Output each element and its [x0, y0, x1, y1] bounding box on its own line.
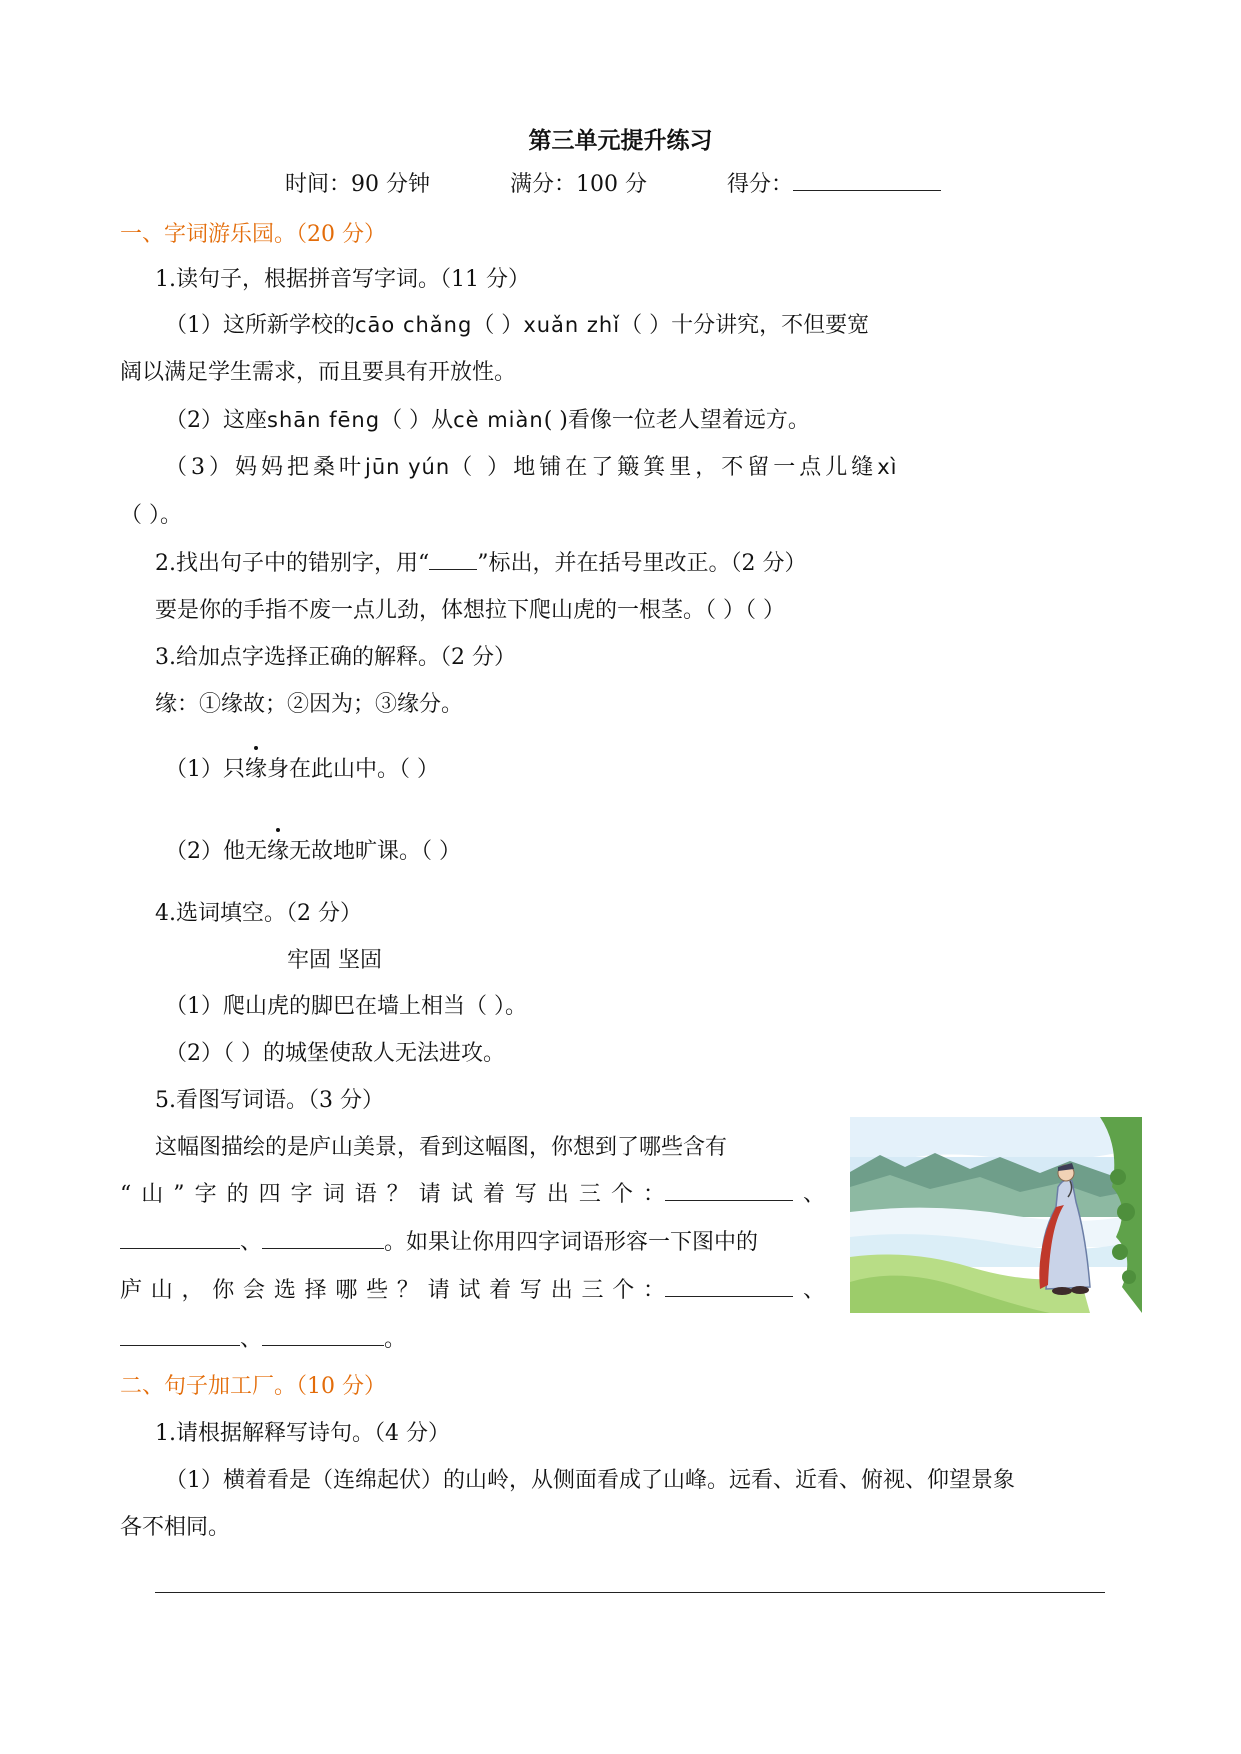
answer-paren[interactable]: （ ）	[472, 313, 524, 338]
pinyin: shān fēng	[267, 408, 381, 432]
q5-line2: “山”字的四字词语？请试着写出三个： 、	[120, 1182, 826, 1207]
score-blank[interactable]	[793, 170, 941, 191]
underline-sample	[429, 549, 477, 570]
answer-blank[interactable]	[665, 1276, 793, 1297]
q1-item1-line2: 阔以满足学生需求，而且要具有开放性。	[120, 360, 517, 385]
q1-item1: （1）这所新学校的cāo chǎng（ ）xuǎn zhǐ（ ）十分讲究，不但要宽	[165, 313, 870, 338]
full-score: 满分：100 分	[510, 172, 647, 197]
q1-item3-line2[interactable]: （ ）。	[120, 503, 182, 528]
answer-paren[interactable]: （ ）	[380, 408, 432, 433]
q5-prompt: 5.看图写词语。（3 分）	[155, 1088, 384, 1113]
q4-item1[interactable]: （1）爬山虎的脚巴在墙上相当（ ）。	[165, 994, 527, 1019]
pinyin: jūn yún	[365, 455, 451, 479]
q5-line4: 庐山，你会选择哪些？请试着写出三个： 、	[120, 1278, 826, 1303]
s2-q1-prompt: 1.请根据解释写诗句。（4 分）	[155, 1421, 450, 1446]
answer-paren[interactable]: （ ）	[620, 313, 672, 338]
q2-sentence[interactable]: 要是你的手指不废一点儿劲，体想拉下爬山虎的一根茎。（ ）（ ）	[155, 598, 785, 623]
section-1-heading: 一、字词游乐园。（20 分）	[120, 222, 386, 247]
q4-item2[interactable]: （2）（ ）的城堡使敌人无法进攻。	[165, 1041, 505, 1066]
q1-item2: （2）这座shān fēng（ ）从cè miàn( )看像一位老人望着远方。	[165, 408, 810, 433]
answer-blank[interactable]	[120, 1325, 240, 1346]
answer-blank[interactable]	[665, 1180, 793, 1201]
q3-prompt: 3.给加点字选择正确的解释。（2 分）	[155, 645, 516, 670]
section-2-heading: 二、句子加工厂。（10 分）	[120, 1374, 386, 1399]
emphasis-dot	[276, 828, 280, 832]
q3-item2[interactable]: （2）他无 缘无故地旷课。（ ）	[165, 834, 461, 865]
time-limit: 时间：90 分钟	[285, 172, 430, 197]
q5-line1: 这幅图描绘的是庐山美景，看到这幅图，你想到了哪些含有	[155, 1135, 728, 1160]
answer-paren[interactable]: ( )	[543, 408, 568, 433]
answer-blank[interactable]	[262, 1228, 384, 1249]
dotted-character: 缘	[245, 752, 267, 783]
pinyin: xuǎn zhǐ	[523, 313, 621, 337]
dotted-character: 缘	[267, 834, 289, 865]
q1-item3: （3）妈妈把桑叶jūn yún（ ）地铺在了簸箕里，不留一点儿缝xì	[165, 455, 898, 480]
s2-q1-item1-line2: 各不相同。	[120, 1515, 231, 1540]
poet-mountain-image	[850, 1117, 1142, 1313]
score-label: 得分：	[727, 172, 794, 197]
q4-prompt: 4.选词填空。（2 分）	[155, 901, 362, 926]
q5-line3: 、 。如果让你用四字词语形容一下图中的	[120, 1225, 758, 1256]
q4-word-choices: 牢固 坚固	[287, 948, 382, 973]
s2-q1-item1: （1）横着看是（连绵起伏）的山岭，从侧面看成了山峰。远看、近看、俯视、仰望景象	[165, 1468, 1015, 1493]
mount-lu-illustration	[850, 1117, 1142, 1313]
emphasis-dot	[254, 746, 258, 750]
answer-blank[interactable]	[262, 1325, 384, 1346]
pinyin: cāo chǎng	[355, 313, 473, 337]
q5-line5: 、 。	[120, 1322, 406, 1353]
page-title: 第三单元提升练习	[528, 127, 713, 154]
answer-paren[interactable]: （ ）	[450, 455, 514, 480]
pinyin: cè miàn	[453, 408, 544, 432]
score-field	[727, 167, 941, 198]
q3-item1[interactable]: （1）只 缘身在此山中。（ ）	[165, 752, 439, 783]
answer-blank[interactable]	[120, 1228, 240, 1249]
answer-line[interactable]	[155, 1592, 1105, 1593]
q3-options: 缘：①缘故；②因为；③缘分。	[155, 692, 464, 717]
q2-prompt: 2.找出句子中的错别字，用“ ”标出，并在括号里改正。（2 分）	[155, 551, 807, 576]
pinyin: xì	[877, 455, 898, 479]
q1-prompt: 1.读句子，根据拼音写字词。（11 分）	[155, 267, 530, 292]
